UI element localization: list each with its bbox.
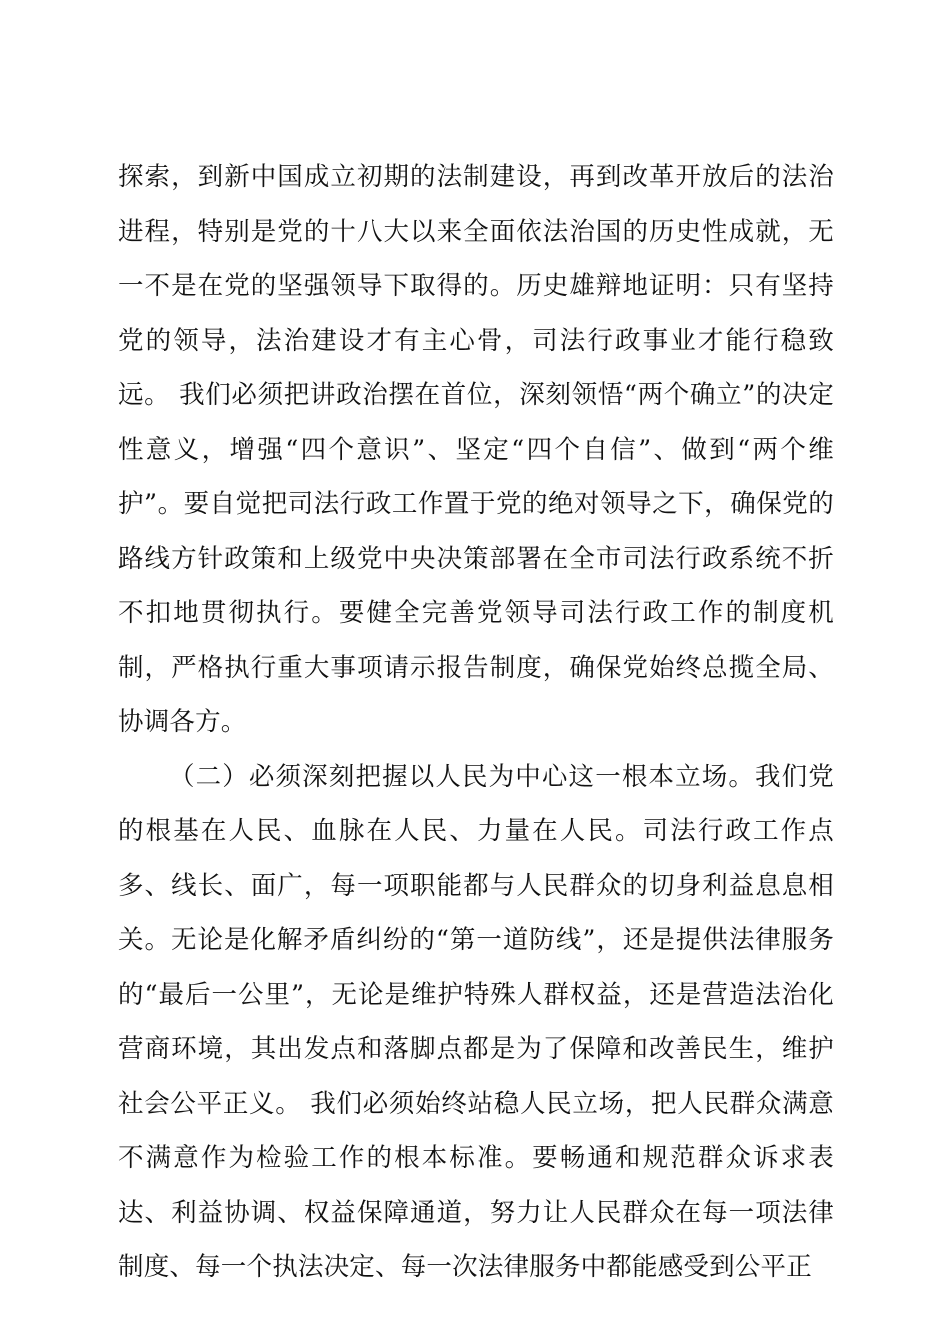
paragraph-continuation: 探索，到新中国成立初期的法制建设，再到改革开放后的法治进程，特别是党的十八大以来全面依法治国的历史性成就，无一不是在党的坚强领导下取得的。历史雄辩地证明：只有坚持党的领导，法治建设才有主心骨，司法行政事业才能行稳致远。 我们必须把讲政治摆在首位，深刻领悟“两个确立”的决定性意义，增强“四个意识”、坚定“四个自信”、做到“两个维护”。要自觉把司法行政工作置于党的绝对领导之下，确保党的路线方针政策和上级党中央决策部署在全市司法行政系统不折不扣地贯彻执行。要健全完善党领导司法行政工作的制度机制，严格执行重大事项请示报告制度，确保党始终总揽全局、协调各方。: [118, 162, 834, 737]
paragraph-section-two: （二）必须深刻把握以人民为中心这一根本立场。我们党的根基在人民、血脉在人民、力量在人民。司法行政工作点多、线长、面广，每一项职能都与人民群众的切身利益息息相关。无论是化解矛盾纠纷的“第一道防线”，还是提供法律服务的“最后一公里”，无论是维护特殊人群权益，还是营造法治化营商环境，其出发点和落脚点都是为了保障和改善民生，维护社会公平正义。 我们必须始终站稳人民立场，把人民群众满意不满意作为检验工作的根本标准。要畅通和规范群众诉求表达、利益协调、权益保障通道，努力让人民群众在每一项法律制度、每一个执法决定、每一次法律服务中都能感受到公平正: [118, 761, 834, 1282]
document-body: [118, 150, 834, 1295]
